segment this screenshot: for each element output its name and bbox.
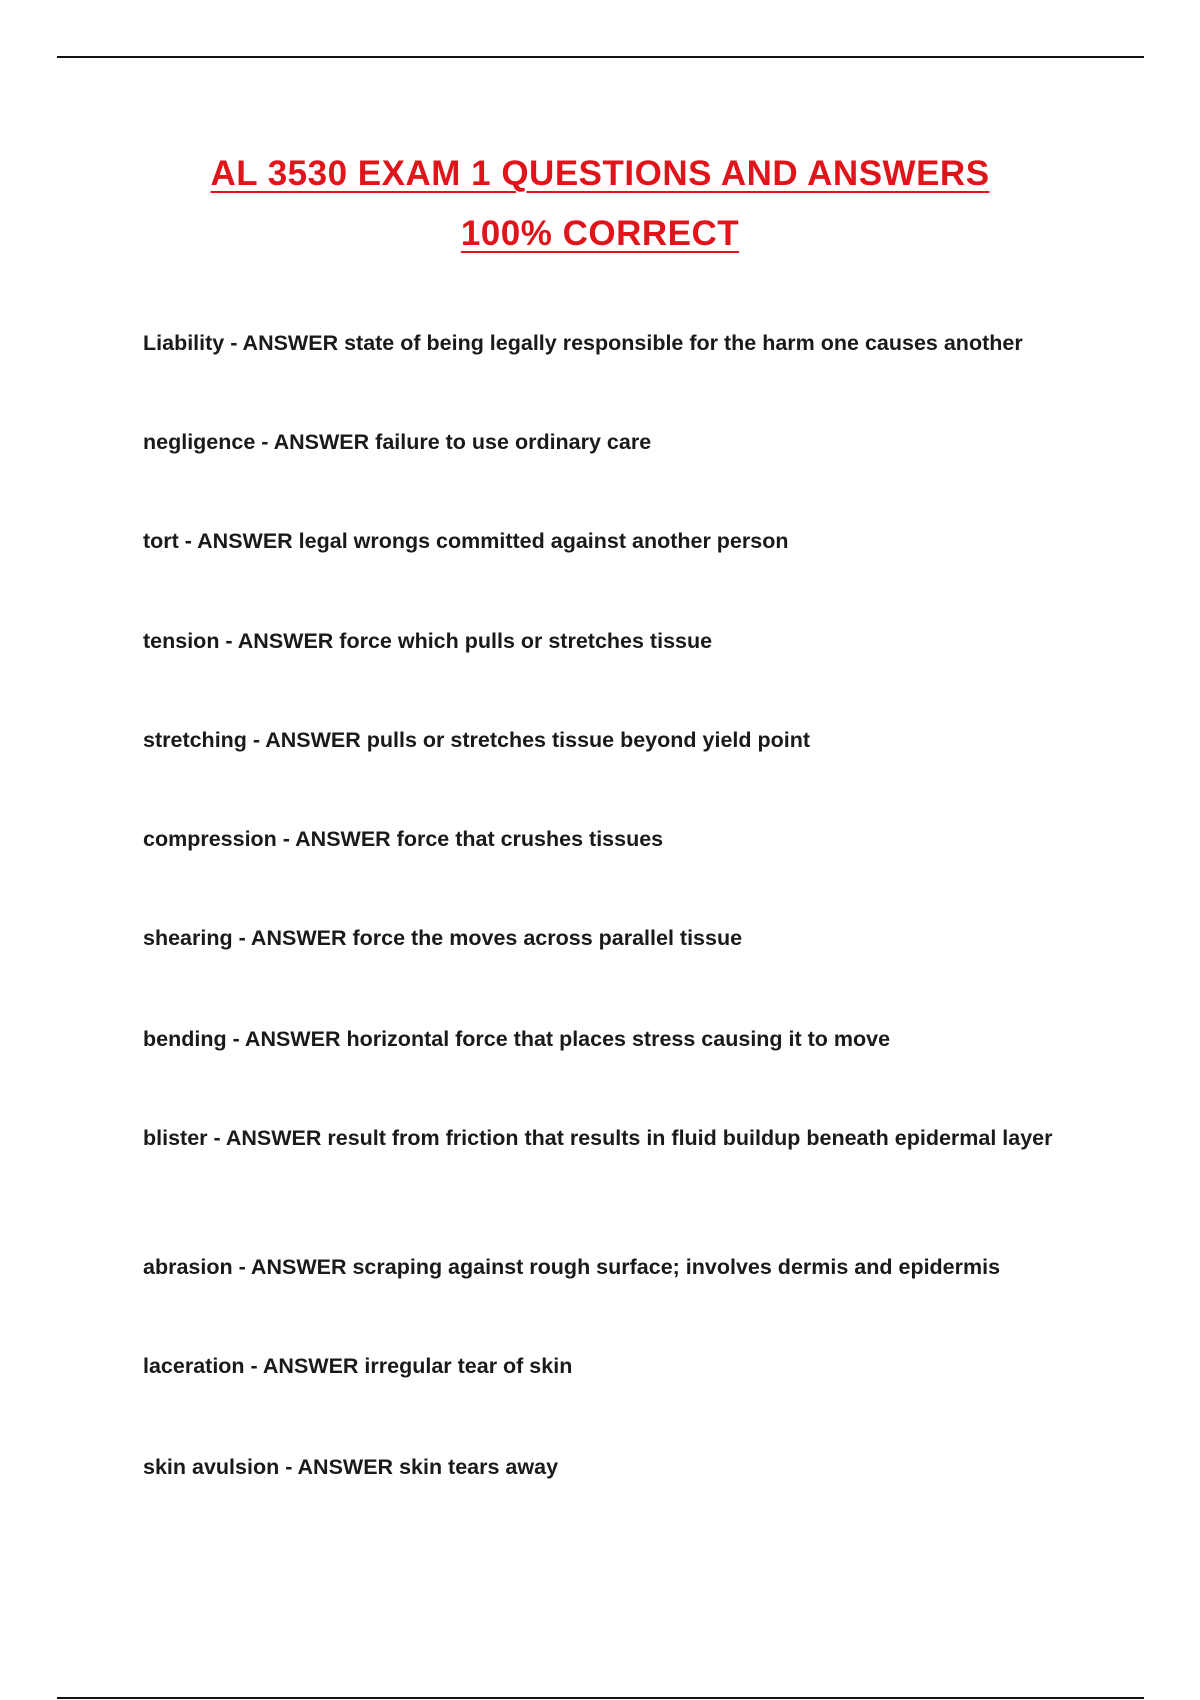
qa-term: tension <box>143 629 220 653</box>
qa-answer: horizontal force that places stress causing it to move <box>346 1027 891 1051</box>
qa-term: tort <box>143 529 179 553</box>
qa-separator: - ANSWER <box>276 827 397 851</box>
qa-term: abrasion <box>143 1255 233 1279</box>
qa-answer: skin tears away <box>399 1455 559 1479</box>
qa-item-bending <box>143 1024 1073 1054</box>
qa-term: negligence <box>143 430 256 454</box>
qa-item-negligence <box>143 427 1073 457</box>
qa-separator: - ANSWER <box>219 629 340 653</box>
qa-separator: - ANSWER <box>246 728 367 752</box>
document-title <box>100 144 1100 264</box>
bottom-divider <box>57 1697 1144 1699</box>
qa-item-shearing <box>143 923 1073 953</box>
top-divider <box>57 56 1144 58</box>
qa-separator: - ANSWER <box>226 1027 347 1051</box>
qa-item-blister <box>143 1123 1073 1153</box>
qa-separator: - ANSWER <box>224 331 345 355</box>
qa-separator: - ANSWER <box>207 1126 328 1150</box>
qa-separator: - ANSWER <box>232 926 353 950</box>
qa-answer: result from friction that results in fluid buildup beneath epidermal layer <box>327 1126 1053 1150</box>
qa-answer: force which pulls or stretches tissue <box>339 629 713 653</box>
qa-answer: irregular tear of skin <box>364 1354 573 1378</box>
qa-item-laceration <box>143 1351 1073 1381</box>
qa-answer: force that crushes tissues <box>396 827 664 851</box>
qa-term: stretching <box>143 728 247 752</box>
qa-term: blister <box>143 1126 208 1150</box>
qa-item-stretching <box>143 725 1073 755</box>
qa-term: compression <box>143 827 277 851</box>
qa-term: Liability <box>143 331 225 355</box>
qa-answer: scraping against rough surface; involves dermis and epidermis <box>352 1255 1001 1279</box>
qa-item-skin-avulsion <box>143 1452 1073 1482</box>
qa-item-compression <box>143 824 1073 854</box>
qa-answer: legal wrongs committed against another person <box>298 529 789 553</box>
qa-term: bending <box>143 1027 227 1051</box>
qa-answer: failure to use ordinary care <box>375 430 652 454</box>
qa-item-tension <box>143 626 1073 656</box>
qa-item-liability <box>143 328 1073 358</box>
qa-answer: pulls or stretches tissue beyond yield point <box>366 728 811 752</box>
qa-separator: - ANSWER <box>244 1354 365 1378</box>
qa-item-tort <box>143 526 1073 556</box>
qa-answer: state of being legally responsible for the harm one causes another <box>344 331 1023 355</box>
qa-answer: force the moves across parallel tissue <box>352 926 743 950</box>
qa-separator: - ANSWER <box>178 529 299 553</box>
title-line-2: 100% CORRECT <box>460 214 740 253</box>
qa-item-abrasion <box>143 1252 1073 1282</box>
qa-term: shearing <box>143 926 233 950</box>
title-line-1: AL 3530 EXAM 1 QUESTIONS AND ANSWERS <box>210 154 990 193</box>
qa-term: skin avulsion <box>143 1455 280 1479</box>
qa-separator: - ANSWER <box>255 430 376 454</box>
qa-term: laceration <box>143 1354 245 1378</box>
qa-separator: - ANSWER <box>279 1455 400 1479</box>
qa-separator: - ANSWER <box>232 1255 353 1279</box>
